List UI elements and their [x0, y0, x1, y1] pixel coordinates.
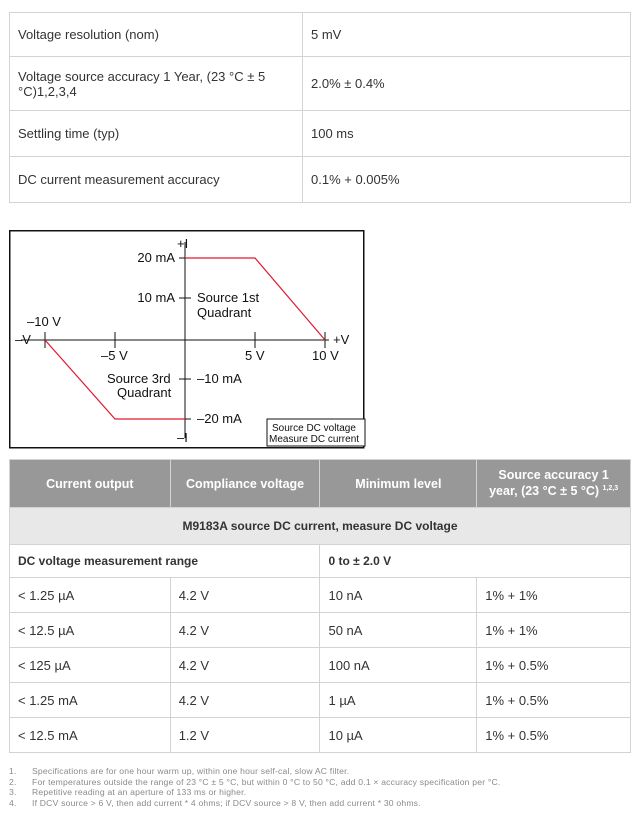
spec-value: 2.0% ± 0.4%: [303, 57, 631, 111]
table-row: [10, 648, 631, 683]
x-label-m5v: –5 V: [101, 348, 128, 363]
plus-v-label: +V: [333, 332, 350, 347]
spec-value: 5 mV: [303, 13, 631, 57]
cell-current: < 1.25 µA: [10, 578, 171, 613]
y-label-m10ma: –10 mA: [197, 371, 242, 386]
q1-label-line2: Quadrant: [197, 305, 252, 320]
q1-label-line1: Source 1st: [197, 290, 260, 305]
cell-min-level: 1 µA: [320, 683, 477, 718]
cell-compliance: 4.2 V: [170, 578, 320, 613]
section-row: [10, 508, 631, 545]
cell-min-level: 10 nA: [320, 578, 477, 613]
header-source-accuracy-text: Source accuracy 1 year, (23 °C ± 5 °C): [489, 468, 609, 499]
header-source-accuracy-sup: 1,2,3: [602, 485, 619, 493]
x-label-10v: 10 V: [312, 348, 339, 363]
cell-current: < 125 µA: [10, 648, 171, 683]
minus-i-label: –I: [177, 430, 188, 445]
spec-row: [10, 57, 631, 111]
footnotes: [9, 766, 629, 808]
range-label: DC voltage measurement range: [10, 545, 320, 578]
footnote-number: 1.: [9, 766, 17, 776]
cell-current: < 1.25 mA: [10, 683, 171, 718]
q3-label-line1: Source 3rd: [107, 371, 171, 386]
y-label-m20ma: –20 mA: [197, 411, 242, 426]
footnote-number: 2.: [9, 776, 17, 787]
spec-label: Voltage resolution (nom): [10, 13, 303, 57]
table-header-row: [10, 460, 631, 508]
y-label-10ma: 10 mA: [137, 290, 175, 305]
section-title: M9183A source DC current, measure DC voltage: [10, 508, 631, 545]
footnote-text: If DCV source > 6 V, then add current * 4 ohms; if DCV source > 8 V, then add current * 30 ohms.: [32, 797, 421, 808]
footnote: [9, 798, 629, 809]
spec-label: Voltage source accuracy 1 Year, (23 °C ± 5 °C)1,2,3,4: [10, 57, 303, 111]
cell-current: < 12.5 mA: [10, 718, 171, 753]
spec-row: [10, 111, 631, 157]
spec-label: Settling time (typ): [10, 111, 303, 157]
x-label-5v: 5 V: [245, 348, 265, 363]
header-source-accuracy: [477, 460, 631, 508]
quadrant-diagram: [9, 230, 367, 450]
cell-compliance: 1.2 V: [170, 718, 320, 753]
cell-accuracy: 1% + 1%: [477, 613, 631, 648]
table-row: [10, 613, 631, 648]
range-row: [10, 545, 631, 578]
cell-accuracy: 1% + 0.5%: [477, 648, 631, 683]
cell-min-level: 100 nA: [320, 648, 477, 683]
footnote-text: For temperatures outside the range of 23 °C ± 5 °C, but within 0 °C to 50 °C, add 0.1 × accuracy specification per °C.: [32, 776, 501, 787]
range-value: 0 to ± 2.0 V: [320, 545, 631, 578]
plus-i-label: +I: [177, 236, 189, 251]
cell-compliance: 4.2 V: [170, 648, 320, 683]
cell-min-level: 50 nA: [320, 613, 477, 648]
footnote-text: Specifications are for one hour warm up, within one hour self-cal, slow AC filter.: [32, 766, 350, 776]
current-spec-table: [9, 459, 631, 753]
table-row: [10, 578, 631, 613]
cell-current: < 12.5 µA: [10, 613, 171, 648]
legend-line2: Measure DC current: [269, 434, 360, 445]
cell-compliance: 4.2 V: [170, 683, 320, 718]
header-current-output: Current output: [10, 460, 171, 508]
footnote-number: 4.: [9, 797, 17, 808]
x-label-m10v: –10 V: [27, 314, 61, 329]
cell-accuracy: 1% + 0.5%: [477, 683, 631, 718]
footnote-text: Repetitive reading at an aperture of 133 ms or higher.: [32, 787, 247, 797]
spec-table: [9, 12, 631, 203]
table-row: [10, 683, 631, 718]
legend-line1: Source DC voltage: [272, 423, 356, 434]
spec-row: [10, 13, 631, 57]
footnote: [9, 766, 629, 777]
table-row: [10, 718, 631, 753]
spec-label: DC current measurement accuracy: [10, 157, 303, 203]
footnote-number: 3.: [9, 787, 17, 797]
spec-row: [10, 157, 631, 203]
spec-value: 0.1% + 0.005%: [303, 157, 631, 203]
header-minimum-level: Minimum level: [320, 460, 477, 508]
minus-v-label: –V: [15, 332, 31, 347]
footnote: [9, 777, 629, 788]
cell-accuracy: 1% + 0.5%: [477, 718, 631, 753]
cell-min-level: 10 µA: [320, 718, 477, 753]
header-compliance-voltage: Compliance voltage: [170, 460, 320, 508]
y-label-20ma: 20 mA: [137, 250, 175, 265]
diagram-frame: [10, 231, 364, 448]
spec-value: 100 ms: [303, 111, 631, 157]
q3-label-line2: Quadrant: [117, 385, 172, 400]
cell-compliance: 4.2 V: [170, 613, 320, 648]
footnote: [9, 787, 629, 798]
cell-accuracy: 1% + 1%: [477, 578, 631, 613]
